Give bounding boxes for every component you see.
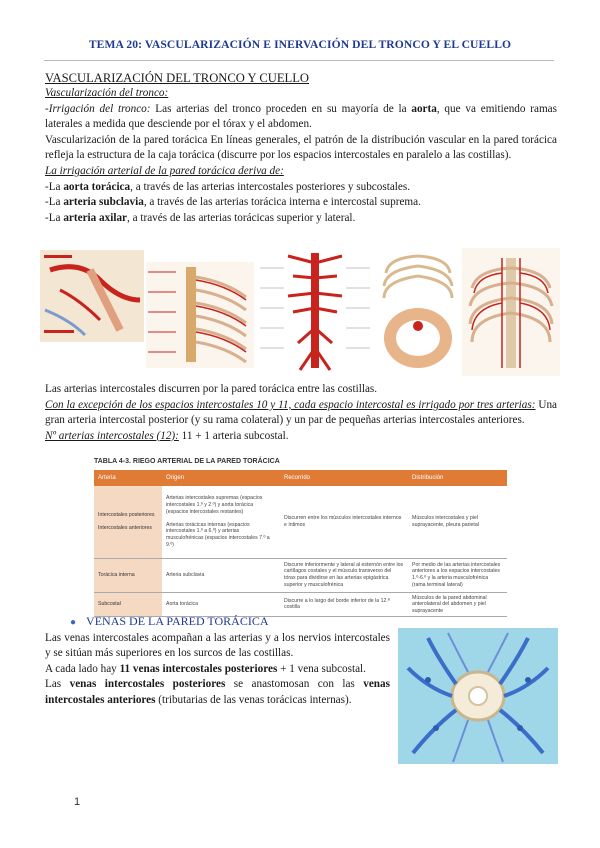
veins-section <box>45 631 390 708</box>
source-prefix: -La <box>45 211 64 224</box>
pattern-paragraph: Vascularización de la pared torácica En líneas generales, el patrón de la distribución vascular en la pared torácica refleja la estructura de la caja torácica (discurre por los espacios intercostales en paralelo a las costillas). <box>45 133 557 162</box>
table-cell: Torácica interna <box>94 558 162 592</box>
source-item <box>45 195 557 211</box>
source-rest: , a través de las arterias intercostales posteriores y subcostales. <box>130 180 411 193</box>
arterial-supply-table-figure <box>94 458 507 620</box>
rib-cage-figure <box>378 248 458 376</box>
veins-p3-c: (tributarias de las venas torácicas internas). <box>155 693 352 706</box>
intro-section <box>45 70 557 226</box>
anatomy-figures-row <box>40 248 560 378</box>
page-number: 1 <box>74 796 81 808</box>
source-prefix: -La <box>45 196 64 209</box>
table-title: TABLA 4-3. RIEGO ARTERIAL DE LA PARED TORÁCICA <box>94 458 280 465</box>
table-cell: Subcostal <box>94 592 162 617</box>
irrigation-text-2: , que va emitiendo ramas laterales a medida que desciende por el tórax y el abdomen. <box>45 102 557 131</box>
bullet-icon: ● <box>70 617 77 628</box>
derives-heading: La irrigación arterial de la pared torácica deriva de: <box>45 164 284 177</box>
section-title: VASCULARIZACIÓN DEL TRONCO Y CUELLO <box>45 71 309 85</box>
veins-p3-bold-2: venas intercostales anteriores <box>45 678 390 706</box>
veins-p2-a: A cada lado hay <box>45 662 120 675</box>
irrigation-label: -Irrigación del tronco: <box>45 102 151 115</box>
table-header-row <box>94 470 507 486</box>
column-header: Arteria <box>94 470 162 486</box>
source-item <box>45 180 557 196</box>
subclavian-artery-figure <box>40 250 144 342</box>
intercostal-veins-figure <box>398 628 558 764</box>
arterial-supply-table <box>94 470 507 617</box>
veins-p2-b: + 1 vena subcostal. <box>277 662 366 675</box>
column-header: Origen <box>162 470 280 486</box>
thoracic-wall-arteries-figure <box>146 262 254 368</box>
aorta-branches-figure <box>258 248 372 372</box>
exception-underlined: Con la excepción de los espacios intercostales 10 y 11, cada espacio intercostal es irrigado por tres arterias: <box>45 398 536 411</box>
irrigation-paragraph <box>45 102 557 133</box>
veins-heading <box>70 614 269 629</box>
table-cell: Músculos de la pared abdominal anterolateral del abdomen y piel suprayacente <box>408 592 507 617</box>
veins-p3-bold-1: venas intercostales posteriores <box>69 678 226 691</box>
table-cell: Músculos intercostales y piel suprayacente, pleura parietal <box>408 486 507 558</box>
intercostal-section <box>45 382 557 444</box>
veins-paragraph-1: Las venas intercostales acompañan a las arterias y a los nervios intercostales y se sitúan más superiores en los surcos de las costillas. <box>45 632 390 660</box>
table-cell: Arterias intercostales supremas (espacios intercostales 1.º y 2.º) y aorta torácica (espacios intercostales restantes) Arterias torácicas internas (espacios intercostales 1.º a 6.º) y arterias musculofrénicas (espacios intercostales 7.º a 9.º) <box>162 486 280 558</box>
aorta-bold: aorta <box>411 102 437 115</box>
count-underlined: Nº arterias intercostales (12): <box>45 429 179 442</box>
page-header: TEMA 20: VASCULARIZACIÓN E INERVACIÓN DEL TRONCO Y EL CUELLO <box>88 38 512 51</box>
table-row <box>94 558 507 592</box>
table-cell: Arteria subclavia <box>162 558 280 592</box>
exception-rest: Una gran arteria intercostal posterior (y su rama colateral) y un par de pequeñas arterias intercostales anteriores. <box>45 398 557 427</box>
veins-paragraph-3 <box>45 677 390 708</box>
count-paragraph <box>45 429 557 445</box>
veins-p2-bold: 11 venas intercostales posteriores <box>119 662 278 675</box>
irrigation-text-1: Las arterias del tronco proceden en su mayoría de la <box>150 102 412 115</box>
thoracic-cage-arteries-figure <box>462 248 560 376</box>
source-bold: aorta torácica <box>63 180 131 193</box>
veins-p3-a: Las <box>45 678 70 691</box>
veins-paragraph-2 <box>45 662 390 677</box>
veins-p3-b: se anastomosan con las <box>225 678 364 691</box>
source-rest: , a través de las arterias torácica interna e intercostal suprema. <box>143 196 421 209</box>
column-header: Recorrido <box>280 470 408 486</box>
source-bold: arteria subclavia <box>63 196 144 209</box>
source-bold: arteria axilar <box>63 211 128 224</box>
table-cell: Discurre inferiormente y lateral al esternón entre los cartílagos costales y el músculo transverso del tórax para dividirse en las arterias epigástrica superior y musculofrénica <box>280 558 408 592</box>
count-rest: 11 + 1 arteria subcostal. <box>178 429 289 442</box>
exception-paragraph <box>45 398 557 429</box>
subtitle-vascularization: Vascularización del tronco: <box>45 87 169 99</box>
header-divider <box>44 60 554 61</box>
table-cell: Intercostales posteriores Intercostales anteriores <box>94 486 162 558</box>
column-header: Distribución <box>408 470 507 486</box>
source-prefix: -La <box>45 180 64 193</box>
table-cell: Discurre a lo largo del borde inferior de la 12.ª costilla <box>280 592 408 617</box>
table-cell: Discurren entre los músculos intercostales internos e íntimos <box>280 486 408 558</box>
table-cell: Por medio de las arterias intercostales anteriores a los espacios intercostales 1.º-6.º y la arteria musculofrénica (rama terminal lateral) <box>408 558 507 592</box>
source-rest: , a través de las arterias torácicas superior y lateral. <box>127 211 356 224</box>
source-item <box>45 211 557 227</box>
veins-title: VENAS DE LA PARED TORÁCICA <box>86 614 269 628</box>
intercostal-line-1: Las arterias intercostales discurren por la pared torácica entre las costillas. <box>45 383 378 395</box>
table-cell: Aorta torácica <box>162 592 280 617</box>
table-row <box>94 486 507 558</box>
